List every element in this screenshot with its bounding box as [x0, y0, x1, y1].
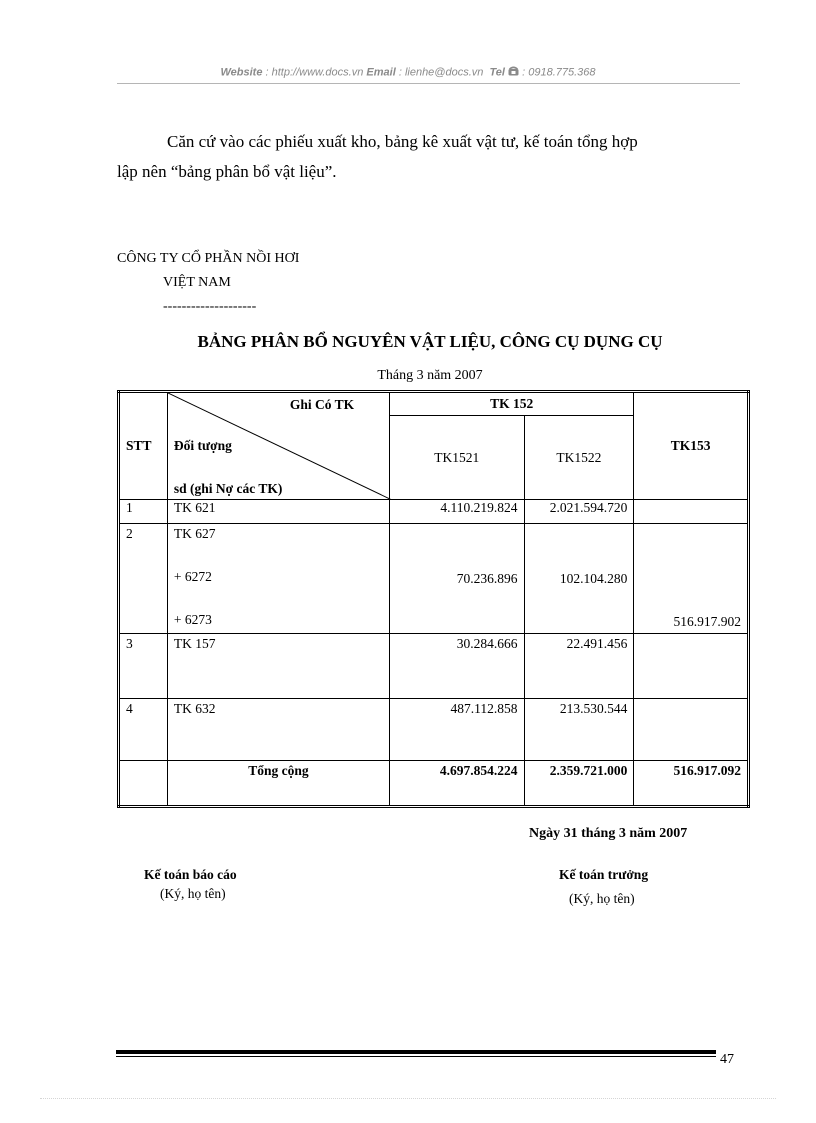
total-label: Tổng cộng [167, 761, 389, 807]
page-header [0, 66, 816, 79]
table-row [119, 524, 749, 634]
row-tk1521-value: 4.110.219.824 [390, 500, 525, 524]
row-account: TK 632 [167, 699, 389, 761]
row-tk1521-value: 70.236.896 [390, 524, 525, 634]
page-number: 47 [720, 1052, 734, 1067]
page-bottom-border [40, 1098, 776, 1099]
row-stt: 3 [119, 634, 168, 699]
table-row [119, 634, 749, 699]
row-tk1521-value: 30.284.666 [390, 634, 525, 699]
tel-label: Tel [489, 66, 505, 79]
left-signature-note: (Ký, họ tên) [160, 886, 226, 901]
row-tk1522-value: 102.104.280 [524, 524, 634, 634]
allocation-table [117, 390, 750, 808]
company-separator: -------------------- [163, 299, 257, 314]
intro-line-1: Căn cứ vào các phiếu xuất kho, bảng kê xuất vật tư, kế toán tổng hợp [167, 132, 638, 151]
row-stt: 4 [119, 699, 168, 761]
diag-header-bottom: sd (ghi Nợ các TK) [173, 481, 283, 496]
right-signature-title: Kế toán trưởng [559, 867, 649, 882]
diag-header-middle: Đối tượng [173, 438, 232, 453]
total-tk1521: 4.697.854.224 [390, 761, 525, 807]
diagonal-header-cell [167, 392, 389, 500]
row-tk1521-value: 487.112.858 [390, 699, 525, 761]
row-tk153-value [634, 634, 749, 699]
total-tk153: 516.917.092 [634, 761, 749, 807]
row-stt: 1 [119, 500, 168, 524]
website-value: : http://www.docs.vn [265, 66, 364, 79]
row-stt: 2 [119, 524, 168, 634]
row-account: TK 157 [167, 634, 389, 699]
total-row [119, 761, 749, 807]
row-tk1522-value: 213.530.544 [524, 699, 634, 761]
row-tk153-value [634, 699, 749, 761]
intro-line-2: lập nên “bảng phân bổ vật liệu”. [117, 162, 337, 181]
tk1522-header: TK1522 [524, 416, 634, 500]
tk153-header: TK153 [634, 392, 749, 500]
phone-icon [508, 66, 519, 79]
tel-value: : 0918.775.368 [522, 66, 596, 79]
total-tk1522: 2.359.721.000 [524, 761, 634, 807]
row-tk1522-value: 22.491.456 [524, 634, 634, 699]
left-signature-title: Kế toán báo cáo [144, 867, 237, 882]
website-label: Website [220, 66, 263, 79]
email-label: Email [366, 66, 396, 79]
row-tk153-value [634, 500, 749, 524]
intro-paragraph [117, 127, 750, 187]
row-account: TK 627 [173, 526, 216, 541]
row-tk153-value: 516.917.902 [634, 524, 749, 634]
footer-thin-rule [116, 1056, 716, 1057]
page-subtitle: Tháng 3 năm 2007 [377, 368, 483, 383]
company-name-line-1: CÔNG TY CỔ PHẦN NỒI HƠI [117, 251, 300, 266]
table-row [119, 500, 749, 524]
tk1521-header: TK1521 [390, 416, 525, 500]
row-sub-account-6273: + 6273 [173, 612, 212, 627]
header-divider [117, 83, 740, 84]
right-signature-note: (Ký, họ tên) [569, 891, 635, 906]
footer-thick-rule [116, 1050, 716, 1054]
row-tk1522-value: 2.021.594.720 [524, 500, 634, 524]
date-line: Ngày 31 tháng 3 năm 2007 [529, 826, 688, 841]
table-row [119, 699, 749, 761]
page-title: BẢNG PHÂN BỔ NGUYÊN VẬT LIỆU, CÔNG CỤ DỤNG CỤ [197, 332, 663, 351]
row-account-cell [167, 524, 389, 634]
row-account: TK 621 [167, 500, 389, 524]
email-value: : lienhe@docs.vn [398, 66, 484, 79]
diag-header-top: Ghi Có TK [289, 397, 355, 412]
tk152-group-header: TK 152 [390, 392, 634, 416]
stt-header: STT [119, 392, 168, 500]
row-sub-account-6272: + 6272 [173, 569, 212, 584]
total-stt [119, 761, 168, 807]
company-name-line-2: VIỆT NAM [163, 275, 231, 290]
